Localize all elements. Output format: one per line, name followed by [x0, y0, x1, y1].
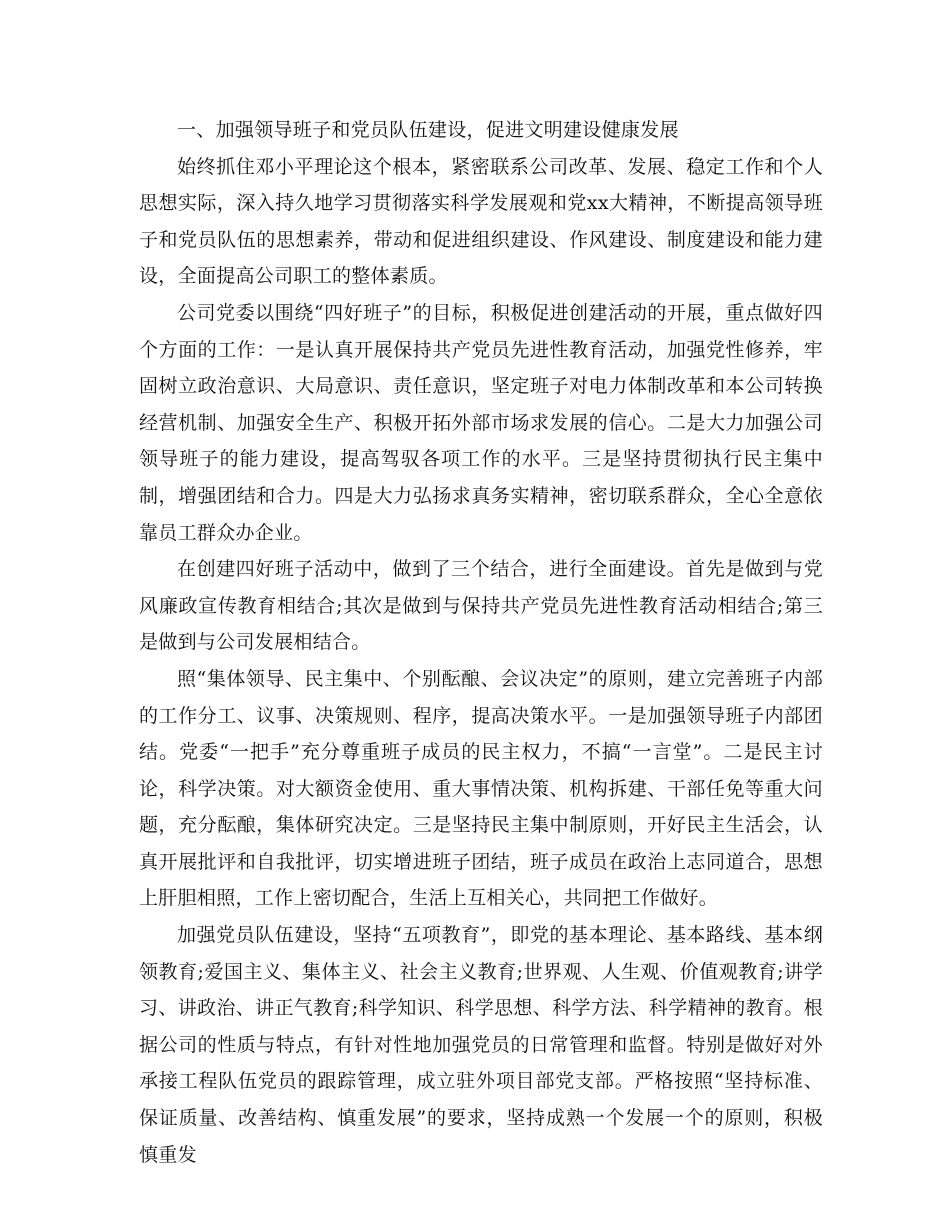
paragraph-5: 加强党员队伍建设，坚持“五项教育”，即党的基本理论、基本路线、基本纲领教育;爱国主义、集体主义、社会主义教育;世界观、人生观、价值观教育;讲学习、讲政治、讲正气教育;科学知识、科学思想、科学方法、科学精神的教育。根据公司的性质与特点，有针对性地加强党员的日常管理和监督。特别是做好对外承接工程队伍党员的跟踪管理，成立驻外项目部党支部。严格按照“坚持标准、保证质量、改善结构、慎重发展”的要求，坚持成熟一个发展一个的原则，积极慎重发	[139, 924, 823, 1166]
paragraph-2: 公司党委以围绕“四好班子”的目标，积极促进创建活动的开展，重点做好四个方面的工作：一是认真开展保持共产党员先进性教育活动，加强党性修养，牢固树立政治意识、大局意识、责任意识，坚定班子对电力体制改革和本公司转换经营机制、加强安全生产、积极开拓外部市场求发展的信心。二是大力加强公司领导班子的能力建设，提高驾驭各项工作的水平。三是坚持贯彻执行民主集中制，增强团结和合力。四是大力弘扬求真务实精神，密切联系群众，全心全意依靠员工群众办企业。	[139, 301, 823, 544]
paragraph-3: 在创建四好班子活动中，做到了三个结合，进行全面建设。首先是做到与党风廉政宣传教育相结合;其次是做到与保持共产党员先进性教育活动相结合;第三是做到与公司发展相结合。	[139, 558, 823, 654]
section-heading: 一、加强领导班子和党员队伍建设，促进文明建设健康发展	[177, 119, 679, 141]
paragraph-1: 始终抓住邓小平理论这个根本，紧密联系公司改革、发展、稳定工作和个人思想实际，深入持久地学习贯彻落实科学发展观和党xx大精神，不断提高领导班子和党员队伍的思想素养，带动和促进组织建设、作风建设、制度建设和能力建设，全面提高公司职工的整体素质。	[139, 155, 823, 288]
paragraph-4: 照“集体领导、民主集中、个别酝酿、会议决定”的原则，建立完善班子内部的工作分工、议事、决策规则、程序，提高决策水平。一是加强领导班子内部团结。党委“一把手”充分尊重班子成员的民主权力，不搞“一言堂”。二是民主讨论，科学决策。对大额资金使用、重大事情决策、机构拆建、干部任免等重大问题，充分酝酿，集体研究决定。三是坚持民主集中制原则，开好民主生活会，认真开展批评和自我批评，切实增进班子团结，班子成员在政治上志同道合，思想上肝胆相照，工作上密切配合，生活上互相关心，共同把工作做好。	[139, 667, 823, 910]
document-body	[139, 112, 823, 1173]
